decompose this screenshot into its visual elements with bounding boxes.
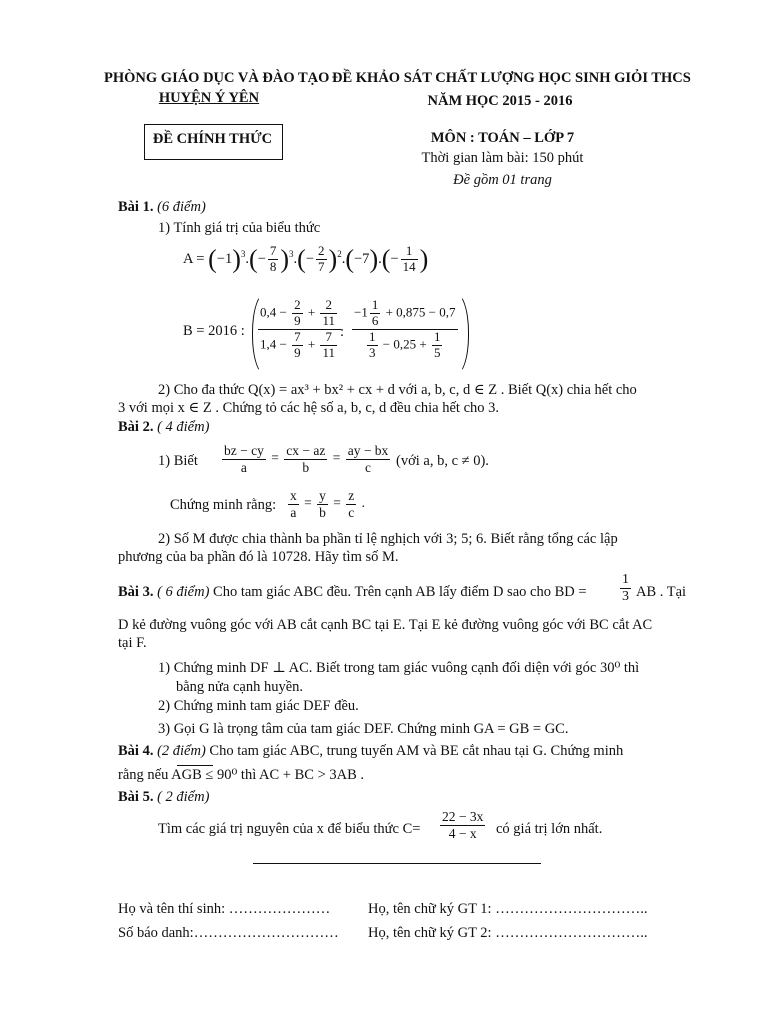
angle-hat bbox=[177, 765, 213, 766]
bai3-line3: tại F. bbox=[118, 635, 147, 651]
bai5-fraction: $\frac{22 - 3x}{4 - x}$ bbox=[442, 809, 484, 841]
bai2-title: Bài 2. bbox=[118, 419, 154, 435]
school-year: NĂM HỌC 2015 - 2016 bbox=[427, 93, 573, 109]
bai2-q1-label: 1) Biết bbox=[158, 453, 198, 469]
district-name: HUYỆN Ý YÊN bbox=[158, 90, 260, 106]
supervisor1-signature: Họ, tên chữ ký GT 1: ………………………….. bbox=[368, 901, 648, 917]
bai3-item1-cont: bằng nửa cạnh huyền. bbox=[176, 679, 304, 695]
bai4-title: Bài 4. bbox=[118, 743, 154, 759]
bai1-q2-line2: 3 với mọi x ∈ Z . Chứng tỏ các hệ số a, b, c, d đều chia hết cho 3. bbox=[118, 400, 500, 416]
bai2-prove-equation: $\frac{x}{a}$ = $\frac{y}{b}$ = $\frac{z}{c}$ . bbox=[290, 488, 365, 520]
bai1-heading bbox=[118, 199, 206, 216]
bai5-title: Bài 5. bbox=[118, 789, 154, 805]
department-name: PHÒNG GIÁO DỤC VÀ ĐÀO TẠO bbox=[104, 70, 330, 86]
bai3-title: Bài 3. bbox=[118, 584, 154, 600]
expression-b-fraction-1: 0,4 − $\frac{2}{9}$ + $\frac{2}{11}$ 1,4 − $\frac{7}{9}$ + $\frac{7}{11}$ bbox=[258, 298, 341, 361]
bai3-line2: D kẻ đường vuông góc với AB cắt cạnh BC tại E. Tại E kẻ đường vuông góc với BC cắt AC bbox=[118, 617, 653, 633]
bai1-q1: 1) Tính giá trị của biểu thức bbox=[158, 220, 321, 236]
bai3-item3: 3) Gọi G là trọng tâm của tam giác DEF. Chứng minh GA = GB = GC. bbox=[158, 721, 569, 737]
exam-duration: Thời gian làm bài: 150 phút bbox=[421, 150, 584, 166]
bai5-points: ( 2 điểm) bbox=[157, 789, 210, 805]
bai4-line1 bbox=[118, 743, 623, 760]
supervisor2-signature: Họ, tên chữ ký GT 2: ………………………….. bbox=[368, 925, 648, 941]
expression-a-label: A = bbox=[183, 250, 205, 267]
bai5-text: Tìm các giá trị nguyên của x để biểu thức C= bbox=[158, 821, 421, 837]
bai4-text: Cho tam giác ABC, trung tuyến AM và BE cắt nhau tại G. Chứng minh bbox=[209, 743, 624, 759]
bai3-intro bbox=[118, 584, 587, 601]
bai2-heading bbox=[118, 419, 209, 436]
bai2-points: ( 4 điểm) bbox=[157, 419, 210, 435]
bai4-line2: rằng nếu AGB ≤ 90⁰ thì AC + BC > 3AB . bbox=[118, 767, 365, 783]
official-label: ĐỀ CHÍNH THỨC bbox=[152, 131, 273, 147]
bai3-intro-text: Cho tam giác ABC đều. Trên cạnh AB lấy điểm D sao cho BD = bbox=[213, 584, 587, 600]
bai3-points: ( 6 điểm) bbox=[157, 584, 210, 600]
expression-b-label: B = 2016 : bbox=[183, 323, 245, 339]
bai3-item1: 1) Chứng minh DF ⊥ AC. Biết trong tam giác vuông cạnh đối diện với góc 30⁰ thì bbox=[158, 660, 640, 676]
expression-b-fraction-2: −1 $\frac{1}{6}$ + 0,875 − 0,7 $\frac{1}{3}$ − 0,25 + $\frac{1}{5}$ bbox=[354, 297, 456, 360]
subject-title: MÔN : TOÁN – LỚP 7 bbox=[430, 130, 575, 146]
page-count: Đề gồm 01 trang bbox=[453, 172, 552, 188]
bai2-condition: (với a, b, c ≠ 0). bbox=[396, 453, 489, 469]
bai4-points: (2 điểm) bbox=[157, 743, 206, 759]
bai1-q2-line1: 2) Cho đa thức Q(x) = ax³ + bx² + cx + d với a, b, c, d ∈ Z . Biết Q(x) chia hết cho bbox=[158, 382, 637, 398]
bai3-fraction: $\frac{1}{3}$ bbox=[622, 572, 629, 605]
bai3-item2: 2) Chứng minh tam giác DEF đều. bbox=[158, 698, 359, 714]
bai3-intro-end: AB . Tại bbox=[636, 584, 687, 600]
bai5-heading bbox=[118, 789, 209, 806]
bai2-q2-line2: phương của ba phần đó là 10728. Hãy tìm số M. bbox=[118, 549, 399, 565]
bai2-prove-label: Chứng minh rằng: bbox=[170, 497, 277, 513]
bai1-title: Bài 1. bbox=[118, 199, 154, 215]
candidate-id: Số báo danh:………………………… bbox=[118, 925, 339, 941]
bai2-ratio-equation: $\frac{bz - cy}{a}$ = $\frac{cx - az}{b}$ = $\frac{ay - bx}{c}$ bbox=[224, 443, 389, 475]
bai2-q2-line1: 2) Số M được chia thành ba phần tỉ lệ nghịch với 3; 5; 6. Biết rằng tổng các lập bbox=[158, 531, 618, 547]
bai1-points: (6 điểm) bbox=[157, 199, 206, 215]
bai5-text-end: có giá trị lớn nhất. bbox=[496, 821, 603, 837]
colon-symbol: : bbox=[340, 324, 345, 340]
expression-a: $A = (-1)^3.(-$ $\frac{7}{8}$ )$^3$.(− $\frac{2}{7}$ )$^2$.(−7).(− $\frac{1}{14}$ ) bbox=[183, 243, 429, 274]
exam-title: ĐỀ KHẢO SÁT CHẤT LƯỢNG HỌC SINH GIỎI THCS bbox=[332, 70, 691, 86]
separator-line bbox=[253, 863, 541, 864]
candidate-name: Họ và tên thí sinh: ………………… bbox=[118, 901, 331, 917]
